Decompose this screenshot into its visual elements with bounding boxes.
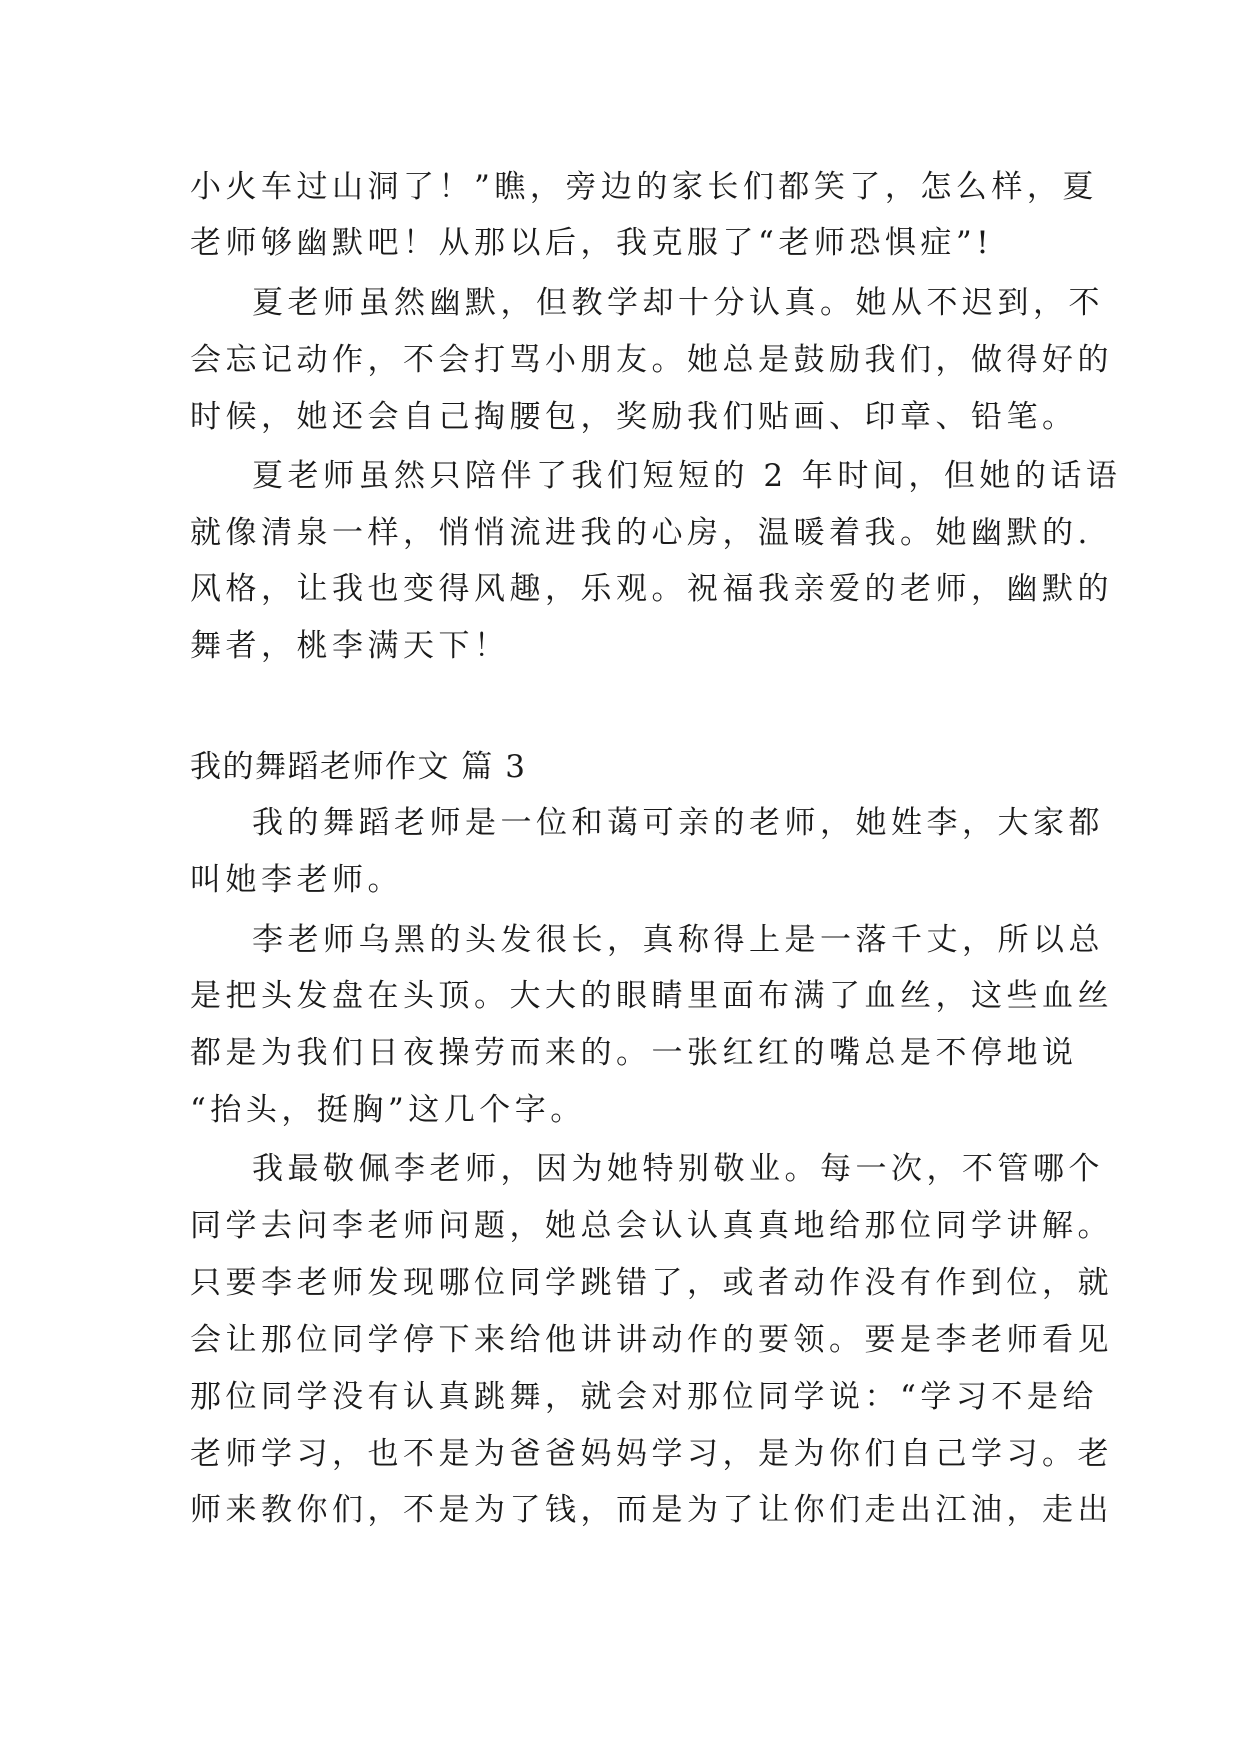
section-heading: 我的舞蹈老师作文 篇 3 <box>190 749 527 785</box>
paragraph-line: 夏老师虽然幽默，但教学却十分认真。她从不迟到，不 <box>252 285 1104 321</box>
paragraph-line: 小火车过山洞了！”瞧，旁边的家长们都笑了，怎么样，夏 <box>190 169 1098 205</box>
paragraph-line: 叫她李老师。 <box>190 862 403 898</box>
paragraph-line: 那位同学没有认真跳舞，就会对那位同学说：“学习不是给 <box>190 1379 1098 1415</box>
paragraph-line: 只要李老师发现哪位同学跳错了，或者动作没有作到位，就 <box>190 1265 1113 1301</box>
paragraph-line: 老师学习，也不是为爸爸妈妈学习，是为你们自己学习。老 <box>190 1436 1113 1472</box>
paragraph-line: 都是为我们日夜操劳而来的。一张红红的嘴总是不停地说 <box>190 1035 1078 1071</box>
paragraph-line: 会让那位同学停下来给他讲讲动作的要领。要是李老师看见 <box>190 1322 1113 1358</box>
paragraph-line: 时候，她还会自己掏腰包，奖励我们贴画、印章、铅笔。 <box>190 399 1078 435</box>
paragraph-line: 是把头发盘在头顶。大大的眼睛里面布满了血丝，这些血丝 <box>190 978 1113 1014</box>
paragraph-line: 风格，让我也变得风趣，乐观。祝福我亲爱的老师，幽默的 <box>190 571 1113 607</box>
paragraph-line: “抬头，挺胸”这几个字。 <box>190 1092 586 1128</box>
paragraph-line: 师来教你们，不是为了钱，而是为了让你们走出江油，走出 <box>190 1492 1113 1528</box>
paragraph-line: 夏老师虽然只陪伴了我们短短的 2 年时间，但她的话语 <box>252 458 1122 494</box>
paragraph-line: 同学去问李老师问题，她总会认认真真地给那位同学讲解。 <box>190 1208 1113 1244</box>
paragraph-line: 舞者，桃李满天下！ <box>190 628 510 664</box>
paragraph-line: 我最敬佩李老师，因为她特别敬业。每一次，不管哪个 <box>252 1151 1104 1187</box>
paragraph-line: 老师够幽默吧！从那以后，我克服了“老师恐惧症”! <box>190 225 994 261</box>
paragraph-line: 李老师乌黑的头发很长，真称得上是一落千丈，所以总 <box>252 922 1104 958</box>
paragraph-line: 就像清泉一样，悄悄流进我的心房，温暖着我。她幽默的. <box>190 515 1092 551</box>
paragraph-line: 会忘记动作，不会打骂小朋友。她总是鼓励我们，做得好的 <box>190 342 1113 378</box>
paragraph-line: 我的舞蹈老师是一位和蔼可亲的老师，她姓李，大家都 <box>252 805 1104 841</box>
